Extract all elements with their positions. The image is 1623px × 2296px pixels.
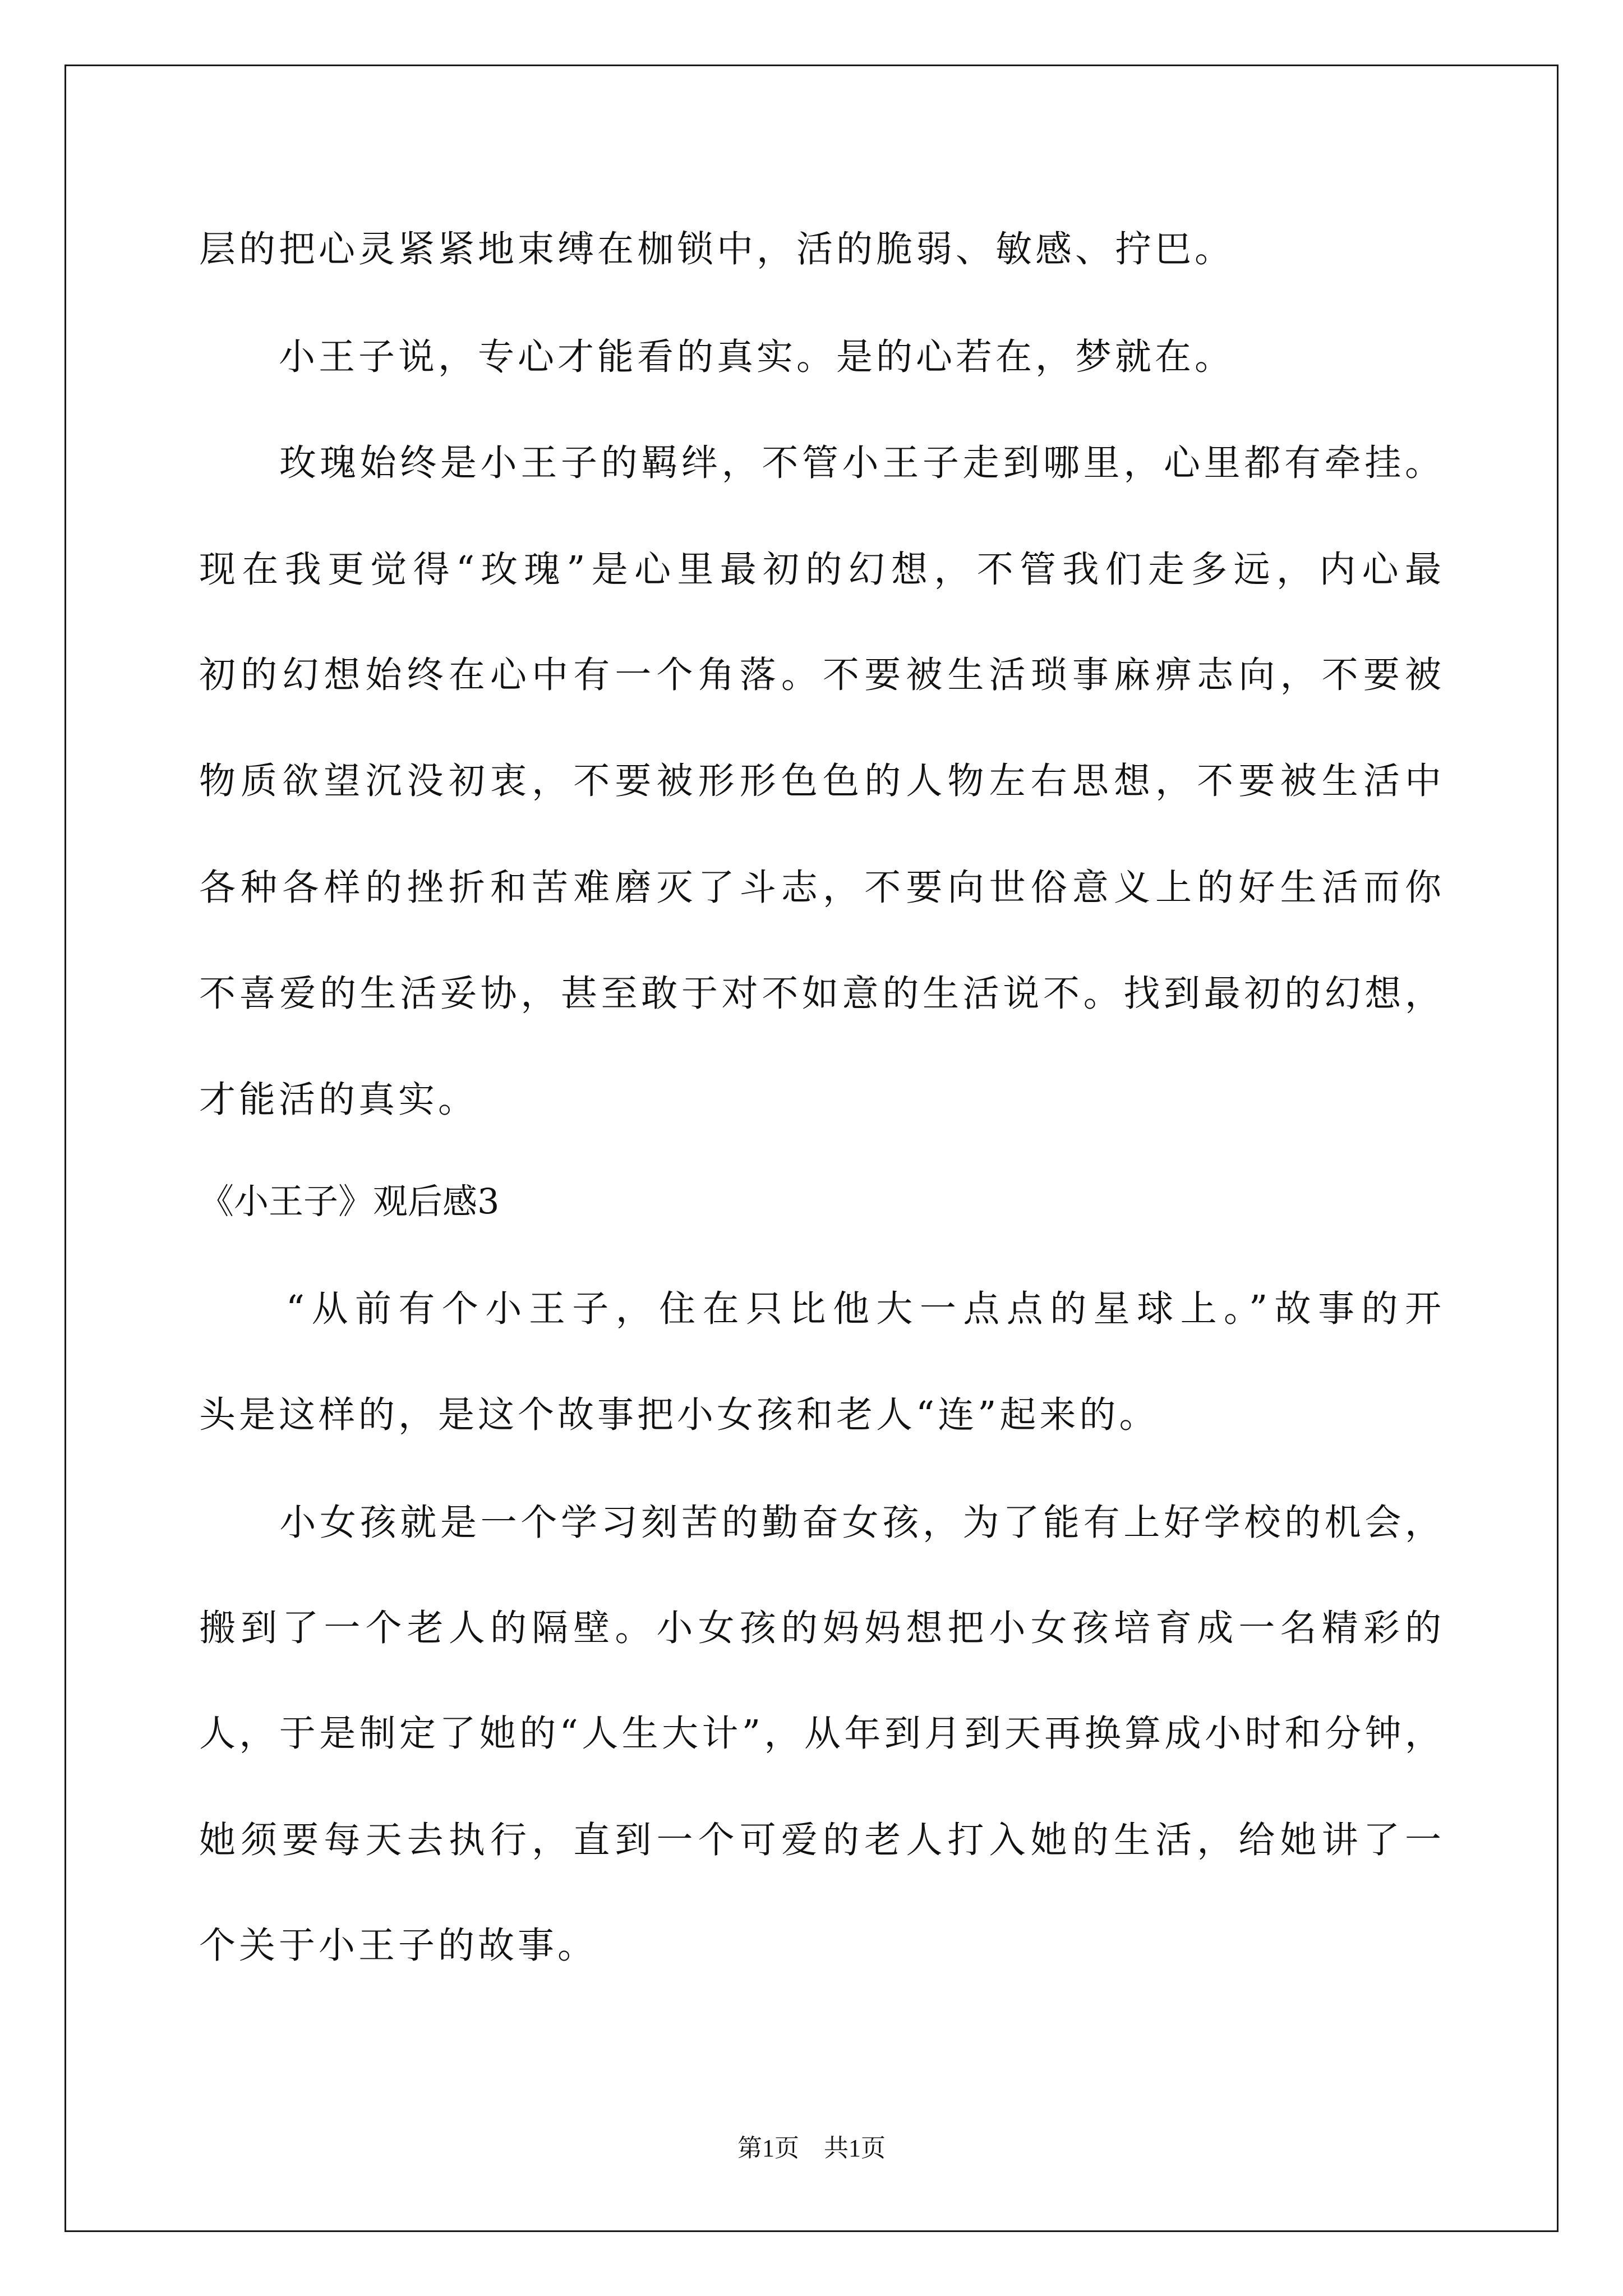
paragraph-line-16: 个关于小王子的故事。 bbox=[199, 1925, 598, 1967]
paragraph-line-7: 各种各样的挫折和苦难磨灭了斗志，不要向世俗意义上的好生活而你 bbox=[199, 867, 1441, 909]
paragraph-line-5: 初的幻想始终在心中有一个角落。不要被生活琐事麻痹志向，不要被 bbox=[199, 654, 1441, 696]
paragraph-line-15: 她须要每天去执行，直到一个可爱的老人打入她的生活，给她讲了一 bbox=[199, 1819, 1441, 1861]
paragraph-line-14: 人，于是制定了她的“人生大计”，从年到月到天再换算成小时和分钟， bbox=[199, 1713, 1441, 1755]
paragraph-line-8: 不喜爱的生活妥协，甚至敢于对不如意的生活说不。找到最初的幻想， bbox=[199, 973, 1441, 1015]
paragraph-line-1: 层的把心灵紧紧地束缚在枷锁中，活的脆弱、敏感、拧巴。 bbox=[199, 228, 1235, 270]
paragraph-line-12: 小女孩就是一个学习刻苦的勤奋女孩，为了能有上好学校的机会， bbox=[199, 1502, 1441, 1544]
paragraph-line-9: 才能活的真实。 bbox=[199, 1079, 478, 1121]
paragraph-line-11: 头是这样的，是这个故事把小女孩和老人“连”起来的。 bbox=[199, 1394, 1159, 1436]
paragraph-line-6: 物质欲望沉没初衷，不要被形形色色的人物左右思想，不要被生活中 bbox=[199, 760, 1441, 802]
paragraph-line-10: “从前有个小王子，住在只比他大一点点的星球上。”故事的开 bbox=[199, 1288, 1441, 1330]
paragraph-line-3: 玫瑰始终是小王子的羁绊，不管小王子走到哪里，心里都有牵挂。 bbox=[199, 442, 1441, 484]
paragraph-line-4: 现在我更觉得“玫瑰”是心里最初的幻想，不管我们走多远，内心最 bbox=[199, 549, 1441, 591]
paragraph-line-13: 搬到了一个老人的隔壁。小女孩的妈妈想把小女孩培育成一名精彩的 bbox=[199, 1607, 1441, 1649]
page-border bbox=[64, 65, 1559, 2232]
page-footer: 第1页 共1页 bbox=[737, 2134, 886, 2162]
paragraph-line-2: 小王子说，专心才能看的真实。是的心若在，梦就在。 bbox=[199, 336, 1235, 378]
section-heading: 《小王子》观后感3 bbox=[199, 1181, 500, 1222]
